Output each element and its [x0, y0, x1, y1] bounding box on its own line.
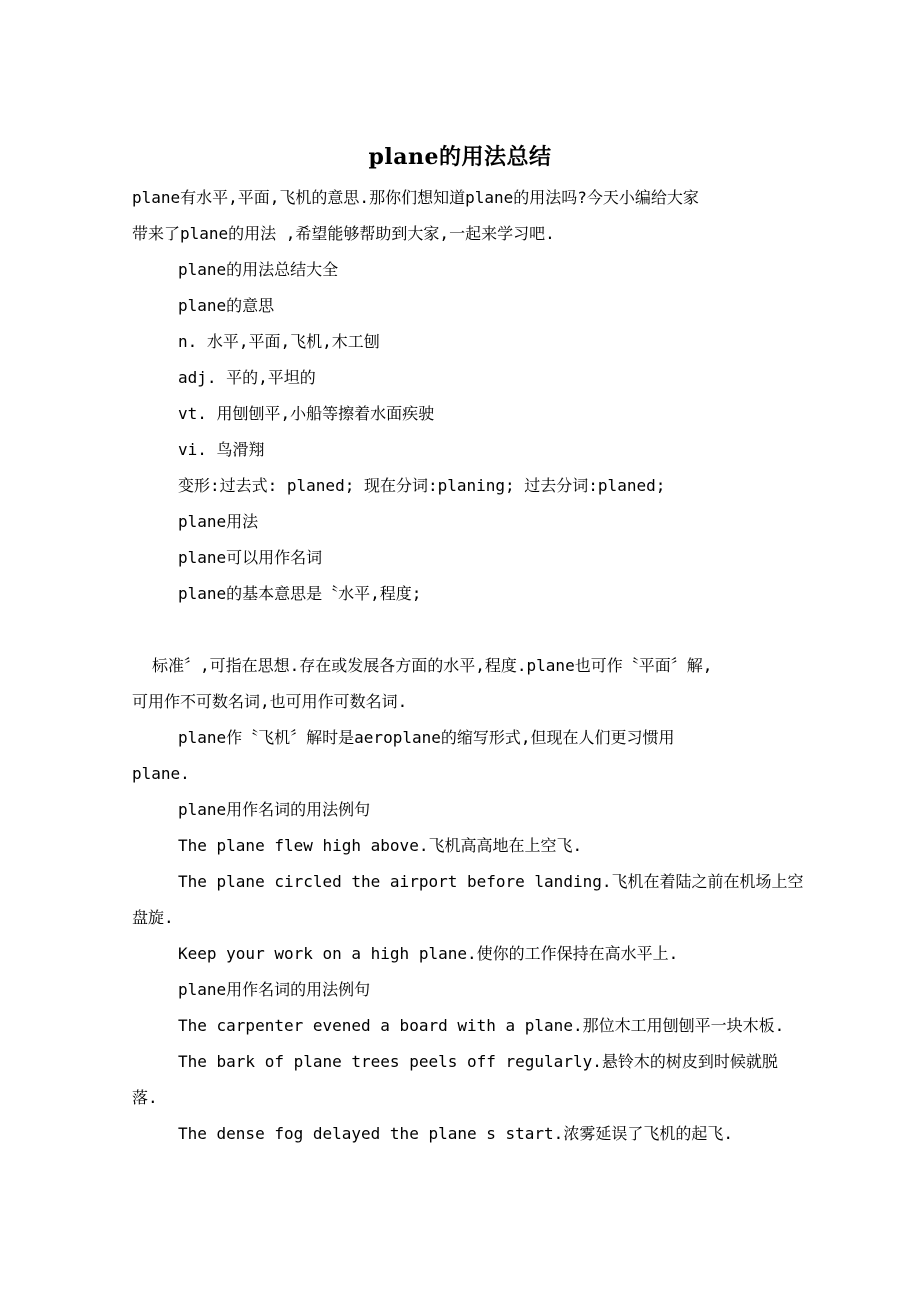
example-sentence-1: The plane flew high above.飞机高高地在上空飞. — [178, 836, 583, 855]
section-heading-summary: plane的用法总结大全 — [178, 260, 339, 279]
definition-adjective: adj. 平的,平坦的 — [178, 368, 316, 387]
example-sentence-2-line-1: The plane circled the airport before landing.飞机在着陆之前在机场上空 — [178, 872, 804, 891]
intro-line-2: 带来了plane的用法 ,希望能够帮助到大家,一起来学习吧. — [132, 224, 555, 243]
example-sentence-6: The dense fog delayed the plane s start.浓雾延误了飞机的起飞. — [178, 1124, 733, 1143]
page-title: plane的用法总结 — [368, 144, 552, 170]
example-sentence-5-line-1: The bark of plane trees peels off regularly.悬铃木的树皮到时候就脱 — [178, 1052, 778, 1071]
explanation-line-1: 标准〞,可指在思想.存在或发展各方面的水平,程度.plane也可作〝平面〞解, — [152, 656, 713, 675]
example-sentence-4: The carpenter evened a board with a plane.那位木工用刨刨平一块木板. — [178, 1016, 785, 1035]
definition-transitive-verb: vt. 用刨刨平,小船等擦着水面疾驶 — [178, 404, 435, 423]
aeroplane-note-line-2: plane. — [132, 764, 190, 783]
section-heading-usage: plane用法 — [178, 512, 259, 531]
definition-intransitive-verb: vi. 鸟滑翔 — [178, 440, 265, 459]
basic-meaning-line: plane的基本意思是〝水平,程度; — [178, 584, 422, 603]
inflection-forms: 变形:过去式: planed; 现在分词:planing; 过去分词:planed; — [178, 476, 666, 495]
usage-as-noun: plane可以用作名词 — [178, 548, 323, 567]
example-sentence-5-line-2: 落. — [132, 1088, 158, 1107]
examples-heading-1: plane用作名词的用法例句 — [178, 800, 371, 819]
aeroplane-note-line-1: plane作〝飞机〞解时是aeroplane的缩写形式,但现在人们更习惯用 — [178, 728, 675, 747]
explanation-line-2: 可用作不可数名词,也可用作可数名词. — [132, 692, 408, 711]
definition-noun: n. 水平,平面,飞机,木工刨 — [178, 332, 380, 351]
example-sentence-3: Keep your work on a high plane.使你的工作保持在高水平上. — [178, 944, 679, 963]
section-heading-meaning: plane的意思 — [178, 296, 275, 315]
examples-heading-2: plane用作名词的用法例句 — [178, 980, 371, 999]
intro-line-1: plane有水平,平面,飞机的意思.那你们想知道plane的用法吗?今天小编给大家 — [132, 188, 699, 207]
example-sentence-2-line-2: 盘旋. — [132, 908, 174, 927]
